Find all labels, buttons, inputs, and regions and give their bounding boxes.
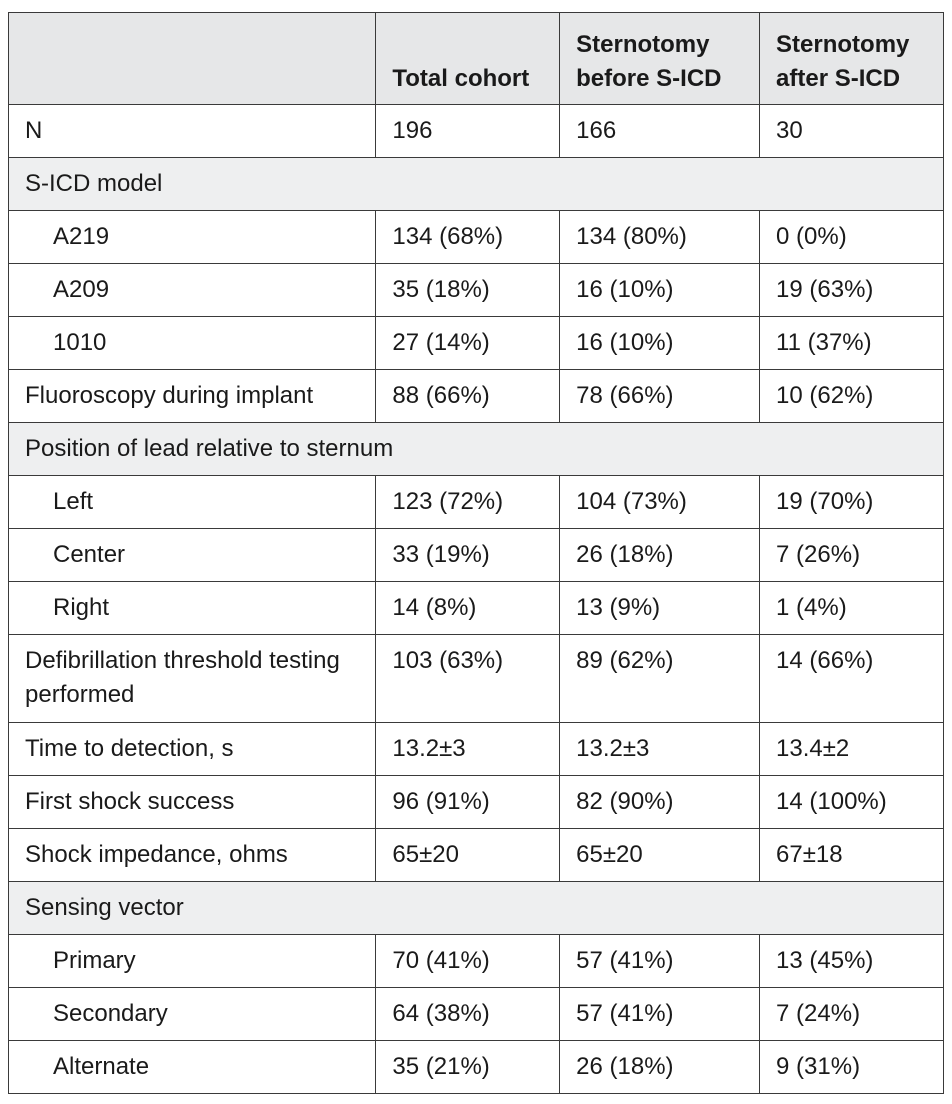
section-row [9, 158, 944, 211]
table-row [9, 723, 944, 776]
cell-after: 19 (70%) [760, 476, 944, 529]
table-row [9, 264, 944, 317]
cell-before: 16 (10%) [560, 264, 760, 317]
cell-after: 1 (4%) [760, 582, 944, 635]
cell-total: 35 (21%) [376, 1041, 560, 1094]
cell-after: 7 (24%) [760, 988, 944, 1041]
row-label: Fluoroscopy during implant [9, 370, 376, 423]
row-label: Center [9, 529, 376, 582]
table-row [9, 529, 944, 582]
cell-total: 196 [376, 105, 560, 158]
table-row [9, 635, 944, 723]
table-row [9, 105, 944, 158]
cell-after: 19 (63%) [760, 264, 944, 317]
row-label: First shock success [9, 776, 376, 829]
header-total-cohort: Total cohort [376, 13, 560, 105]
table-row [9, 370, 944, 423]
table-row [9, 211, 944, 264]
table-row [9, 476, 944, 529]
cell-total: 103 (63%) [376, 635, 560, 723]
cell-after: 10 (62%) [760, 370, 944, 423]
cell-after: 14 (100%) [760, 776, 944, 829]
table-row [9, 317, 944, 370]
table-row [9, 935, 944, 988]
cell-before: 166 [560, 105, 760, 158]
cell-before: 65±20 [560, 829, 760, 882]
table-row [9, 582, 944, 635]
cell-before: 134 (80%) [560, 211, 760, 264]
cell-after: 13.4±2 [760, 723, 944, 776]
row-label: Secondary [9, 988, 376, 1041]
cell-total: 88 (66%) [376, 370, 560, 423]
cell-before: 104 (73%) [560, 476, 760, 529]
cell-total: 70 (41%) [376, 935, 560, 988]
results-table [8, 12, 944, 1094]
row-label: A219 [9, 211, 376, 264]
cell-after: 30 [760, 105, 944, 158]
header-sternotomy-before: Sternotomy before S-ICD [560, 13, 760, 105]
cell-total: 14 (8%) [376, 582, 560, 635]
row-label: Right [9, 582, 376, 635]
section-row [9, 882, 944, 935]
header-row [9, 13, 944, 105]
header-blank [9, 13, 376, 105]
cell-after: 7 (26%) [760, 529, 944, 582]
row-label: Primary [9, 935, 376, 988]
table-row [9, 1041, 944, 1094]
row-label: Defibrillation threshold testing performed [9, 635, 376, 723]
cell-total: 123 (72%) [376, 476, 560, 529]
cell-total: 13.2±3 [376, 723, 560, 776]
header-sternotomy-after: Sternotomy after S-ICD [760, 13, 944, 105]
row-label: Alternate [9, 1041, 376, 1094]
cell-total: 64 (38%) [376, 988, 560, 1041]
cell-total: 35 (18%) [376, 264, 560, 317]
cell-total: 134 (68%) [376, 211, 560, 264]
cell-before: 26 (18%) [560, 529, 760, 582]
cell-before: 16 (10%) [560, 317, 760, 370]
cell-total: 65±20 [376, 829, 560, 882]
cell-before: 78 (66%) [560, 370, 760, 423]
section-label: Position of lead relative to sternum [9, 423, 944, 476]
cell-after: 11 (37%) [760, 317, 944, 370]
cell-before: 26 (18%) [560, 1041, 760, 1094]
row-label: 1010 [9, 317, 376, 370]
row-label: Left [9, 476, 376, 529]
row-label: Time to detection, s [9, 723, 376, 776]
section-label: S-ICD model [9, 158, 944, 211]
table-row [9, 776, 944, 829]
table-row [9, 829, 944, 882]
table-row [9, 988, 944, 1041]
section-row [9, 423, 944, 476]
cell-before: 82 (90%) [560, 776, 760, 829]
cell-total: 33 (19%) [376, 529, 560, 582]
cell-after: 14 (66%) [760, 635, 944, 723]
cell-total: 96 (91%) [376, 776, 560, 829]
cell-after: 0 (0%) [760, 211, 944, 264]
cell-after: 13 (45%) [760, 935, 944, 988]
cell-before: 13 (9%) [560, 582, 760, 635]
row-label: N [9, 105, 376, 158]
section-label: Sensing vector [9, 882, 944, 935]
row-label: Shock impedance, ohms [9, 829, 376, 882]
cell-before: 57 (41%) [560, 988, 760, 1041]
cell-after: 9 (31%) [760, 1041, 944, 1094]
row-label: A209 [9, 264, 376, 317]
cell-before: 89 (62%) [560, 635, 760, 723]
cell-after: 67±18 [760, 829, 944, 882]
cell-before: 13.2±3 [560, 723, 760, 776]
cell-total: 27 (14%) [376, 317, 560, 370]
cell-before: 57 (41%) [560, 935, 760, 988]
